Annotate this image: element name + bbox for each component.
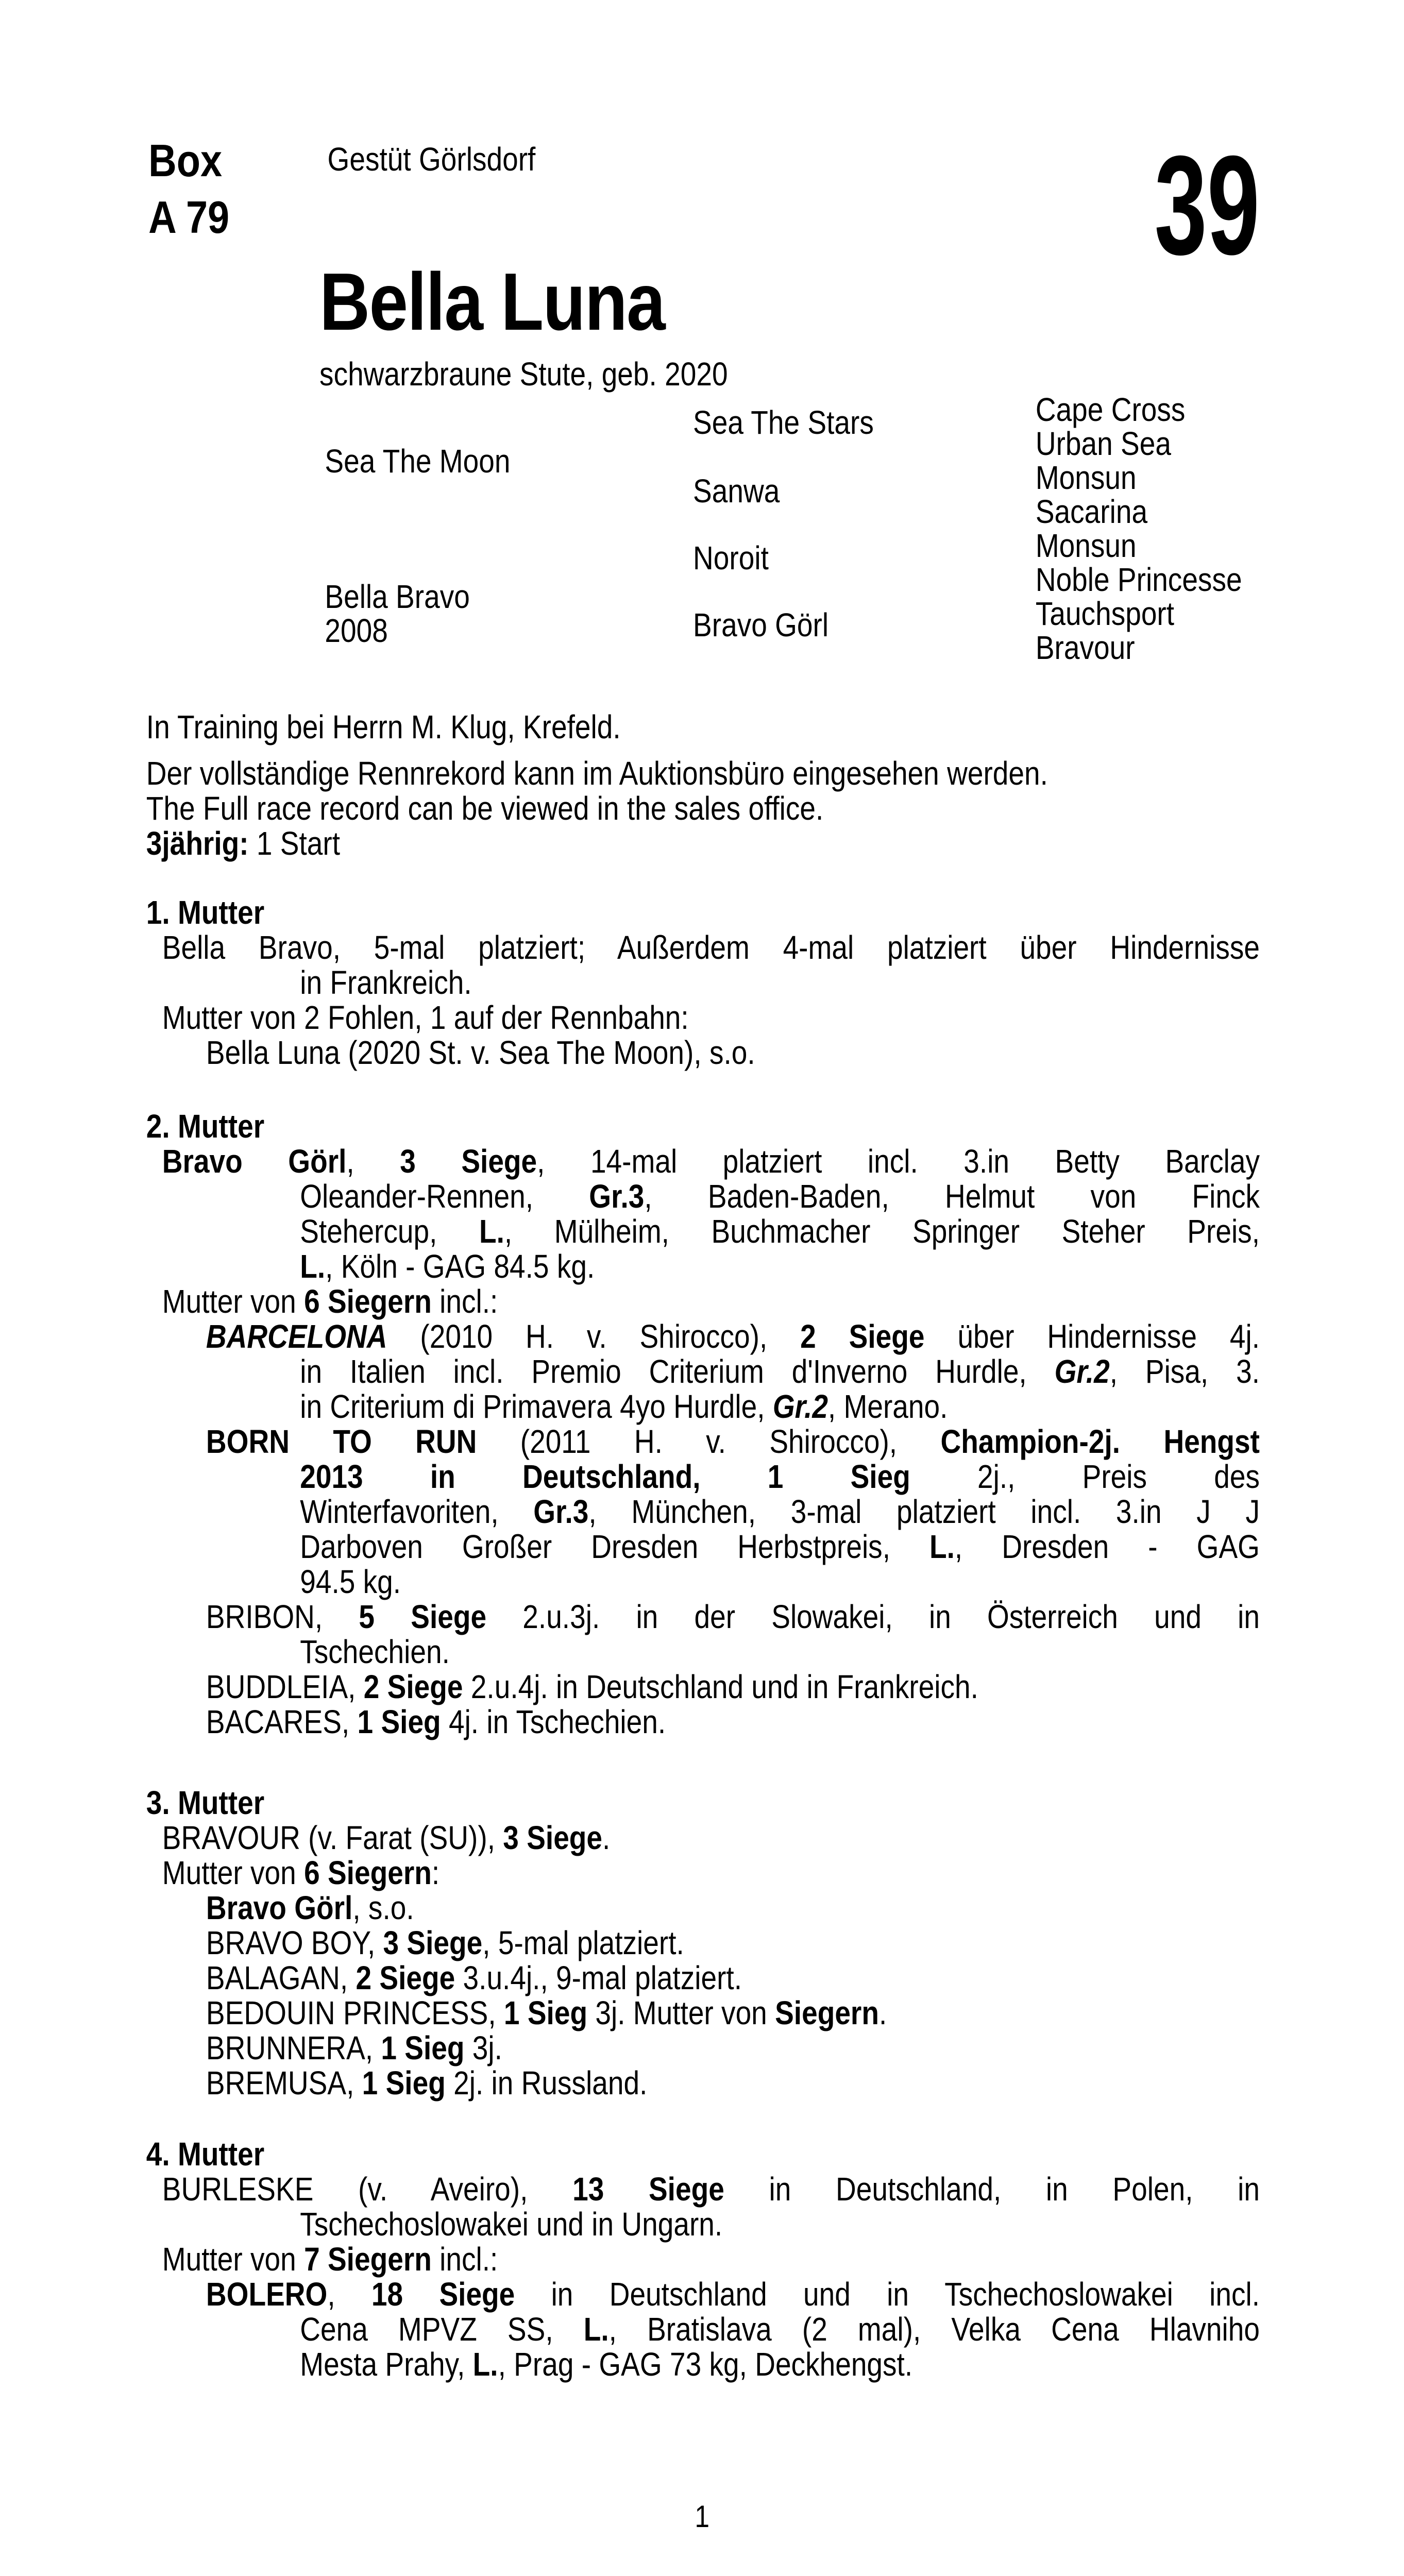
text-line bbox=[162, 1820, 1260, 1855]
text-run: 6 Siegern bbox=[304, 1283, 432, 1320]
text-run: incl.: bbox=[431, 1283, 498, 1320]
text-line bbox=[162, 2172, 1260, 2207]
text-run: 6 Siegern bbox=[304, 1854, 432, 1891]
text-run: , Köln - GAG 84.5 kg. bbox=[325, 1248, 595, 1285]
text-run: 1 Sieg bbox=[503, 1994, 588, 2031]
text-run: 3 Siege bbox=[503, 1819, 603, 1856]
text-run: BURLESKE (v. Aveiro), bbox=[162, 2171, 573, 2208]
text-run: Darboven Großer Dresden Herbstpreis, bbox=[300, 1528, 930, 1565]
text-run: , s.o. bbox=[352, 1889, 414, 1926]
text-run: 2.u.4j. in Deutschland und in Frankreich. bbox=[463, 1668, 978, 1705]
text-run: 13 Siege bbox=[572, 2171, 724, 2208]
pedigree-gen3-name: Sacarina bbox=[1035, 493, 1148, 530]
text-run: L. bbox=[929, 1528, 955, 1565]
pedigree-dam-name: Bella Bravo bbox=[325, 578, 470, 615]
text-run: 2.u.3j. in der Slowakei, in Österreich und in bbox=[486, 1598, 1260, 1635]
text-run: BOLERO bbox=[206, 2276, 328, 2313]
text-run: Mutter von bbox=[162, 1854, 305, 1891]
pedigree-sire: Sea The Moon bbox=[325, 443, 511, 480]
text-line bbox=[206, 2065, 1260, 2100]
text-run: 4j. in Tschechien. bbox=[441, 1703, 666, 1740]
text-run: 2j. in Russland. bbox=[445, 2064, 648, 2102]
text-line bbox=[206, 1319, 1260, 1354]
box-block bbox=[148, 132, 229, 246]
text-line bbox=[300, 1249, 1260, 1284]
text-run: , Merano. bbox=[827, 1388, 948, 1425]
text-run: Bravo Görl bbox=[206, 1889, 353, 1926]
text-run: Siegern bbox=[775, 1994, 879, 2031]
text-run: , Prag - GAG 73 kg, Deckhengst. bbox=[498, 2346, 913, 2383]
text-run: , bbox=[327, 2276, 371, 2313]
text-run: Gr.3 bbox=[589, 1178, 645, 1215]
text-run: 7 Siegern bbox=[304, 2241, 432, 2278]
text-run: in Frankreich. bbox=[300, 964, 472, 1001]
text-run: in Deutschland und in Tschechoslowakei incl. bbox=[515, 2276, 1260, 2313]
box-label: Box bbox=[148, 135, 223, 186]
text-run: L. bbox=[300, 1248, 326, 1285]
section-heading: 4. Mutter bbox=[146, 2136, 265, 2173]
text-run: , München, 3-mal platziert incl. 3.in J J bbox=[588, 1493, 1260, 1530]
text-run: , Bratislava (2 mal), Velka Cena Hlavniho bbox=[608, 2311, 1260, 2348]
text-line bbox=[162, 1144, 1260, 1179]
text-run: Tschechien. bbox=[300, 1633, 450, 1670]
text-line bbox=[206, 1669, 1260, 1704]
training-note-block bbox=[0, 709, 1260, 744]
text-run: . bbox=[602, 1819, 611, 1856]
text-run: 1 Sieg bbox=[362, 2064, 446, 2102]
text-line bbox=[300, 1214, 1260, 1249]
pedigree-gen3-name: Monsun bbox=[1035, 459, 1137, 496]
text-run: 18 Siege bbox=[371, 2276, 515, 2313]
pedigree-gen2-dam-dam: Bravo Görl bbox=[693, 606, 829, 643]
text-line bbox=[300, 1459, 1260, 1494]
section-mutter-2 bbox=[0, 1109, 1260, 1739]
text-run: L. bbox=[583, 2311, 609, 2348]
text-run: , Baden-Baden, Helmut von Finck bbox=[644, 1178, 1260, 1215]
pedigree-gen2-sire-dam: Sanwa bbox=[693, 472, 780, 510]
text-run: BARCELONA bbox=[206, 1318, 387, 1355]
text-line bbox=[300, 1634, 1260, 1669]
text-run: , Dresden - GAG bbox=[954, 1528, 1260, 1565]
text-run: 3j. Mutter von bbox=[587, 1994, 775, 2031]
pedigree-gen2-sire-sire: Sea The Stars bbox=[693, 404, 874, 441]
text-run: 2 Siege bbox=[356, 1959, 455, 1996]
training-note: In Training bei Herrn M. Klug, Krefeld. bbox=[146, 708, 621, 745]
horse-details: schwarzbraune Stute, geb. 2020 bbox=[319, 355, 728, 393]
text-run: BACARES, bbox=[206, 1703, 358, 1740]
text-line bbox=[300, 1494, 1260, 1529]
page-number: 1 bbox=[695, 2499, 710, 2534]
pedigree-dam bbox=[325, 580, 469, 648]
text-run: 2j., Preis des bbox=[910, 1458, 1260, 1495]
text-line bbox=[300, 2207, 1260, 2242]
pedigree-gen3-name: Tauchsport bbox=[1035, 595, 1175, 632]
text-run: 1 Sieg bbox=[381, 2029, 465, 2066]
text-run: Tschechoslowakei und in Ungarn. bbox=[300, 2206, 723, 2243]
text-run: über Hindernisse 4j. bbox=[924, 1318, 1260, 1355]
text-run: 2 Siege bbox=[800, 1318, 925, 1355]
text-run: 2013 in Deutschland, 1 Sieg bbox=[300, 1458, 910, 1495]
text-line bbox=[300, 2312, 1260, 2347]
text-run: Gr.2 bbox=[772, 1388, 828, 1425]
text-line bbox=[300, 1529, 1260, 1564]
text-run: , Pisa, 3. bbox=[1109, 1353, 1260, 1390]
text-run: 3 Siege bbox=[400, 1143, 537, 1180]
text-run: 3j. bbox=[464, 2029, 502, 2066]
text-line bbox=[300, 1389, 1260, 1424]
text-run: , 14-mal platziert incl. 3.in Betty Barclay bbox=[537, 1143, 1260, 1180]
text-line bbox=[206, 1035, 1260, 1070]
box-stall-number: A 79 bbox=[148, 192, 230, 243]
pedigree-gen3-name: Urban Sea bbox=[1035, 425, 1171, 462]
pedigree-gen3-column bbox=[1036, 393, 1242, 665]
text-run: Mutter von bbox=[162, 1283, 305, 1320]
text-run: Mutter von 2 Fohlen, 1 auf der Rennbahn: bbox=[162, 999, 689, 1036]
text-run: 94.5 kg. bbox=[300, 1563, 401, 1600]
lot-number: 39 bbox=[1154, 127, 1260, 284]
text-run: , Mülheim, Buchmacher Springer Steher Preis, bbox=[504, 1213, 1260, 1250]
text-run: Bella Luna (2020 St. v. Sea The Moon), s.o. bbox=[206, 1034, 755, 1071]
text-run: : bbox=[431, 1854, 440, 1891]
text-run: in Criterium di Primavera 4yo Hurdle, bbox=[300, 1388, 773, 1425]
age-starts-line bbox=[146, 826, 1260, 861]
pedigree-gen3-name: Bravour bbox=[1035, 629, 1135, 666]
text-line bbox=[206, 1960, 1260, 1995]
text-line bbox=[300, 1179, 1260, 1214]
text-line bbox=[206, 1995, 1260, 2030]
text-line bbox=[206, 1424, 1260, 1459]
text-run: . bbox=[878, 1994, 887, 2031]
text-run: 3 Siege bbox=[383, 1924, 483, 1961]
text-run: , bbox=[346, 1143, 400, 1180]
record-note-block bbox=[0, 756, 1260, 861]
text-run: Gr.3 bbox=[533, 1493, 589, 1530]
text-line bbox=[300, 1564, 1260, 1599]
text-run: Bravo Görl bbox=[162, 1143, 347, 1180]
text-line bbox=[206, 1890, 1260, 1925]
consignor-name: Gestüt Görlsdorf bbox=[327, 141, 536, 178]
section-heading: 3. Mutter bbox=[146, 1784, 265, 1821]
section-mutter-4 bbox=[0, 2137, 1260, 2382]
section-heading: 2. Mutter bbox=[146, 1108, 265, 1145]
text-run: BALAGAN, bbox=[206, 1959, 356, 1996]
text-run: Cena MPVZ SS, bbox=[300, 2311, 584, 2348]
text-run: BEDOUIN PRINCESS, bbox=[206, 1994, 504, 2031]
text-run: , 5-mal platziert. bbox=[482, 1924, 684, 1961]
text-run: BREMUSA, bbox=[206, 2064, 362, 2102]
text-run: Gr.2 bbox=[1054, 1353, 1110, 1390]
section-mutter-3 bbox=[0, 1785, 1260, 2100]
text-run: BORN TO RUN bbox=[206, 1423, 477, 1460]
text-run: Champion-2j. Hengst bbox=[940, 1423, 1260, 1460]
pedigree-gen2-dam-sire: Noroit bbox=[693, 539, 769, 577]
text-run: BRAVOUR (v. Farat (SU)), bbox=[162, 1819, 503, 1856]
text-line bbox=[300, 1354, 1260, 1389]
text-run: in Deutschland, in Polen, in bbox=[724, 2171, 1260, 2208]
text-run: BUDDLEIA, bbox=[206, 1668, 364, 1705]
text-run: BRIBON, bbox=[206, 1598, 359, 1635]
text-run: BRAVO BOY, bbox=[206, 1924, 383, 1961]
pedigree-gen3-name: Monsun bbox=[1035, 527, 1137, 564]
text-run: in Italien incl. Premio Criterium d'Inverno Hurdle, bbox=[300, 1353, 1055, 1390]
horse-name-title: Bella Luna bbox=[319, 257, 665, 347]
text-line bbox=[300, 965, 1260, 1000]
text-line bbox=[206, 1599, 1260, 1634]
text-run: Bella Bravo, 5-mal platziert; Außerdem 4-mal platziert über Hindernisse bbox=[162, 929, 1260, 966]
text-line bbox=[162, 930, 1260, 965]
text-line bbox=[162, 2242, 1260, 2277]
text-run: 2 Siege bbox=[363, 1668, 463, 1705]
pedigree-gen3-name: Noble Princesse bbox=[1035, 561, 1242, 598]
text-run: BRUNNERA, bbox=[206, 2029, 381, 2066]
record-note-de: Der vollständige Rennrekord kann im Auktionsbüro eingesehen werden. bbox=[146, 755, 1048, 792]
text-run: Mutter von bbox=[162, 2241, 305, 2278]
text-line bbox=[206, 1925, 1260, 1960]
text-run: 3jährig: bbox=[146, 825, 249, 862]
text-line bbox=[300, 2347, 1260, 2382]
text-run: Mesta Prahy, bbox=[300, 2346, 473, 2383]
pedigree-gen3-name: Cape Cross bbox=[1035, 391, 1186, 428]
text-run: 1 Sieg bbox=[357, 1703, 441, 1740]
text-line bbox=[162, 1855, 1260, 1890]
text-line bbox=[162, 1000, 1260, 1035]
pedigree-dam-year: 2008 bbox=[325, 612, 388, 649]
text-run: 5 Siege bbox=[359, 1598, 487, 1635]
text-line bbox=[206, 2030, 1260, 2065]
text-run: 1 Start bbox=[248, 825, 341, 862]
section-heading: 1. Mutter bbox=[146, 894, 265, 931]
text-run: Oleander-Rennen, bbox=[300, 1178, 589, 1215]
text-run: L. bbox=[479, 1213, 504, 1250]
text-run: (2011 H. v. Shirocco), bbox=[477, 1423, 941, 1460]
text-run: incl.: bbox=[431, 2241, 498, 2278]
section-mutter-1 bbox=[0, 895, 1260, 1070]
text-line bbox=[206, 2277, 1260, 2312]
text-line bbox=[162, 1284, 1260, 1319]
text-run: Stehercup, bbox=[300, 1213, 479, 1250]
text-run: (2010 H. v. Shirocco), bbox=[387, 1318, 801, 1355]
text-run: 3.u.4j., 9-mal platziert. bbox=[455, 1959, 742, 1996]
record-note-en: The Full race record can be viewed in the sales office. bbox=[146, 790, 824, 827]
text-run: Winterfavoriten, bbox=[300, 1493, 534, 1530]
text-run: L. bbox=[472, 2346, 498, 2383]
text-line bbox=[206, 1704, 1260, 1739]
